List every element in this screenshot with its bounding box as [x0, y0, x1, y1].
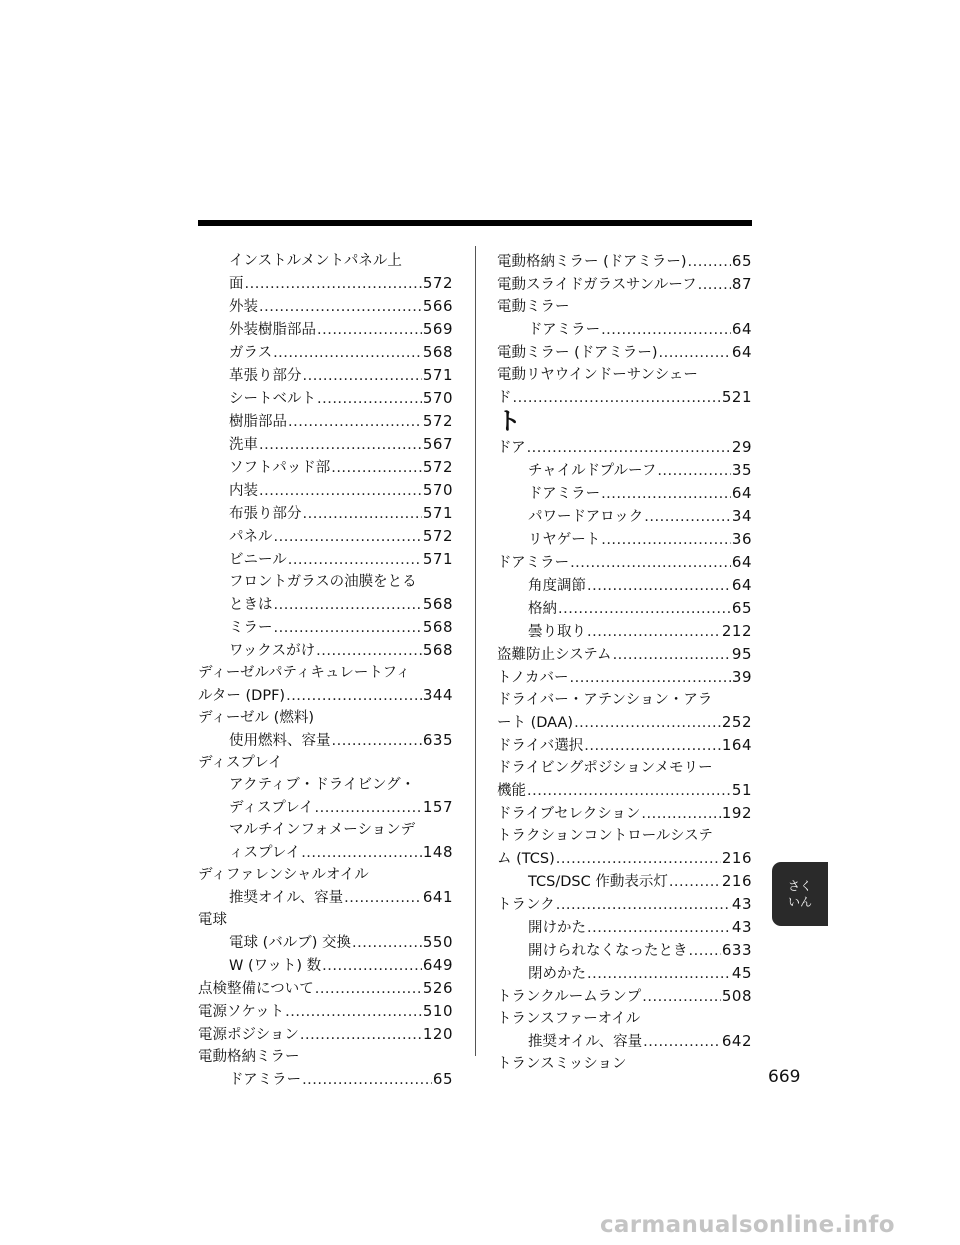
dot-leader [613, 644, 731, 666]
entry-term: 革張り部分 [229, 368, 302, 384]
index-subentry [198, 729, 453, 752]
entry-term: 盗難防止システム [497, 647, 612, 663]
page-ref: 45 [731, 964, 752, 982]
dot-leader [601, 483, 731, 505]
page-ref: 65 [731, 599, 752, 617]
entry-term: ディスプレイ [198, 755, 283, 771]
entry-term: チャイルドプルーフ [528, 463, 657, 479]
entry-term: 布張り部分 [229, 506, 302, 522]
entry-term: 電源ポジション [198, 1027, 299, 1043]
entry-term: ドライブセレクション [497, 806, 641, 822]
page-ref: 571 [422, 504, 453, 522]
dot-leader [300, 1024, 422, 1046]
top-rule [198, 220, 752, 226]
entry-term: フロントガラスの油膜をとる [229, 574, 417, 590]
page-ref: 570 [422, 389, 453, 407]
entry-term: ドアミラー [528, 322, 601, 338]
entry-term: 閉めかた [528, 966, 586, 982]
index-entry [198, 909, 453, 931]
entry-term: ドライビングポジションメモリー [497, 760, 713, 776]
dot-leader [513, 387, 721, 409]
dot-leader [641, 803, 720, 825]
dot-leader [659, 342, 731, 364]
page-ref: 164 [721, 736, 752, 754]
entry-term: 開けられなくなったとき [528, 943, 688, 959]
index-entry [497, 296, 752, 318]
dot-leader [303, 503, 422, 525]
entry-term: ディーゼルパティキュレートフィ [198, 665, 411, 681]
dot-leader [657, 460, 731, 482]
entry-term: 使用燃料、容量 [229, 733, 331, 749]
page-ref: 64 [731, 320, 752, 338]
index-subentry [198, 954, 453, 977]
entry-term: ート (DAA) [497, 715, 574, 731]
dot-leader [322, 955, 422, 977]
index-entry [497, 273, 752, 296]
entry-term: ガラス [229, 345, 273, 361]
dot-leader [315, 978, 422, 1000]
entry-term: ときは [229, 597, 273, 613]
page-ref: 216 [721, 872, 752, 890]
index-entry [198, 662, 453, 707]
entry-term: トランクルームランプ [497, 989, 642, 1005]
index-subentry [497, 870, 752, 893]
dot-leader [316, 640, 422, 662]
entry-term: 格納 [528, 601, 557, 617]
page-ref: 192 [721, 804, 752, 822]
page-ref: 43 [731, 895, 752, 913]
index-entry [497, 689, 752, 734]
index-subentry [198, 1068, 453, 1091]
dot-leader [698, 274, 731, 296]
page-ref: 36 [731, 530, 752, 548]
page-ref: 572 [422, 274, 453, 292]
entry-term: ドライバ選択 [497, 738, 584, 754]
index-subentry [198, 250, 453, 295]
entry-term: 開けかた [528, 920, 586, 936]
page-ref: 39 [731, 668, 752, 686]
page-ref: 521 [721, 388, 752, 406]
entry-term: ドア [497, 440, 526, 456]
dot-leader [303, 365, 422, 387]
dot-leader [643, 1031, 721, 1053]
entry-term: インストルメントパネル上 [229, 253, 402, 269]
entry-term: 電動格納ミラー (ドアミラー) [497, 254, 687, 270]
dot-leader [587, 621, 721, 643]
dot-leader [688, 251, 731, 273]
index-entry [497, 341, 752, 364]
dot-leader [556, 848, 721, 870]
index-entry [497, 436, 752, 459]
entry-term: ディスプレイ [229, 800, 314, 816]
page-ref: 635 [422, 731, 453, 749]
index-subentry [198, 387, 453, 410]
entry-term: トノカバー [497, 670, 569, 686]
entry-term: 電動格納ミラー [198, 1049, 300, 1065]
entry-term: トランク [497, 897, 555, 913]
entry-term: トラクションコントロールシステ [497, 828, 713, 844]
dot-leader [259, 480, 422, 502]
entry-term: 電動スライドガラスサンルーフ [497, 277, 697, 293]
page-ref: 43 [731, 918, 752, 936]
entry-term: トランスファーオイル [497, 1011, 641, 1027]
index-entry [497, 666, 752, 689]
dot-leader [587, 963, 731, 985]
dot-leader [301, 842, 422, 864]
dot-leader [644, 506, 731, 528]
page-ref: 34 [731, 507, 752, 525]
section-heading: ト [497, 407, 521, 435]
page-ref: 344 [422, 686, 453, 704]
index-entry [497, 1053, 752, 1075]
entry-term: ドライバー・アテンション・アラ [497, 692, 713, 708]
index-subentry [198, 341, 453, 364]
page-ref: 216 [721, 849, 752, 867]
entry-term: 内装 [229, 483, 258, 499]
side-tab-line1: さく [787, 879, 812, 893]
dot-leader [302, 1069, 432, 1091]
page-ref: 64 [731, 343, 752, 361]
entry-term: アクティブ・ドライビング・ [229, 777, 416, 793]
page-ref: 65 [432, 1070, 453, 1088]
entry-term: マルチインフォメーションデ [229, 822, 416, 838]
index-subentry [497, 962, 752, 985]
entry-term: ルター (DPF) [198, 688, 286, 704]
watermark: carmanualsonline.info [600, 1212, 895, 1238]
page-ref: 526 [422, 979, 453, 997]
dot-leader [274, 617, 422, 639]
entry-term: TCS/DSC 作動表示灯 [528, 874, 668, 890]
index-entry [198, 864, 453, 886]
index-entry [497, 825, 752, 870]
entry-term: シートベルト [229, 391, 316, 407]
page-ref: 64 [731, 553, 752, 571]
dot-leader [315, 797, 422, 819]
entry-term: 曇り取り [528, 624, 586, 640]
index-entry [497, 643, 752, 666]
index-subentry [497, 482, 752, 505]
dot-leader [332, 730, 422, 752]
entry-term: パワードアロック [528, 509, 644, 525]
page-ref: 568 [422, 641, 453, 659]
page-ref: 633 [721, 941, 752, 959]
dot-leader [274, 526, 422, 548]
page-ref: 642 [721, 1032, 752, 1050]
entry-term: W (ワット) 数 [229, 958, 322, 974]
index-subentry [497, 318, 752, 341]
index-subentry [497, 505, 752, 528]
index-subentry [198, 502, 453, 525]
entry-term: 電動リヤウインドーサンシェー [497, 367, 698, 383]
entry-term: リヤゲート [528, 532, 601, 548]
entry-term: ドアミラー [528, 486, 601, 502]
dot-leader [352, 932, 422, 954]
index-subentry [497, 597, 752, 620]
index-entry [198, 1000, 453, 1023]
page-ref: 64 [731, 576, 752, 594]
index-subentry [198, 639, 453, 662]
index-subentry [198, 886, 453, 909]
index-column-right [497, 250, 752, 1075]
entry-term: ド [497, 390, 512, 406]
index-subentry [497, 939, 752, 962]
index-subentry [198, 433, 453, 456]
entry-term: 電源ソケット [198, 1004, 285, 1020]
dot-leader [601, 319, 731, 341]
index-entry [497, 551, 752, 574]
index-subentry [497, 1030, 752, 1053]
index-subentry [198, 456, 453, 479]
index-entry [497, 1008, 752, 1030]
index-subentry [198, 364, 453, 387]
index-subentry [198, 318, 453, 341]
page-ref: 572 [422, 527, 453, 545]
index-subentry [198, 571, 453, 616]
index-subentry [497, 574, 752, 597]
page-ref: 212 [721, 622, 752, 640]
page-ref: 95 [731, 645, 752, 663]
dot-leader [570, 667, 731, 689]
index-subentry [198, 548, 453, 571]
page-ref: 87 [731, 275, 752, 293]
page-ref: 510 [422, 1002, 453, 1020]
entry-term: 点検整備について [198, 981, 314, 997]
index-side-tab[interactable] [772, 862, 828, 926]
page-ref: 569 [422, 320, 453, 338]
index-subentry [198, 819, 453, 864]
page-ref: 51 [731, 781, 752, 799]
dot-leader [344, 887, 422, 909]
page-ref: 568 [422, 618, 453, 636]
page-ref: 567 [422, 435, 453, 453]
page-ref: 508 [721, 987, 752, 1005]
page-ref: 571 [422, 366, 453, 384]
dot-leader [574, 712, 721, 734]
dot-leader [245, 273, 422, 295]
page-ref: 550 [422, 933, 453, 951]
page-ref: 572 [422, 412, 453, 430]
page-ref: 64 [731, 484, 752, 502]
page-ref: 570 [422, 481, 453, 499]
entry-term: 面 [229, 276, 244, 292]
dot-leader [285, 1001, 422, 1023]
index-subentry [497, 459, 752, 482]
index-subentry [198, 410, 453, 433]
dot-leader [584, 735, 721, 757]
index-subentry [497, 528, 752, 551]
entry-term: 電動ミラー [497, 299, 570, 315]
index-entry [198, 977, 453, 1000]
page-ref: 120 [422, 1025, 453, 1043]
page-ref: 157 [422, 798, 453, 816]
dot-leader [259, 296, 422, 318]
index-subentry [198, 525, 453, 548]
entry-term: ドアミラー [497, 555, 570, 571]
page-ref: 572 [422, 458, 453, 476]
dot-leader [527, 780, 731, 802]
entry-term: ディファレンシャルオイル [198, 867, 369, 883]
index-entry [497, 364, 752, 409]
entry-term: 電球 [198, 912, 227, 928]
entry-term: 電動ミラー (ドアミラー) [497, 345, 658, 361]
index-entry [198, 707, 453, 729]
page-ref: 252 [721, 713, 752, 731]
index-entry [198, 1023, 453, 1046]
index-entry [497, 893, 752, 916]
entry-term: 電球 (バルブ) 交換 [229, 935, 352, 951]
entry-term: ィスプレイ [229, 845, 301, 861]
index-subentry [198, 479, 453, 502]
entry-term: 外装 [229, 299, 258, 315]
side-tab-line2: いん [787, 895, 812, 909]
page-number: 669 [768, 1067, 801, 1087]
entry-term: 推奨オイル、容量 [528, 1034, 643, 1050]
dot-leader [669, 871, 721, 893]
entry-term: ム (TCS) [497, 851, 555, 867]
index-entry [497, 985, 752, 1008]
index-column-left [198, 250, 453, 1091]
dot-leader [317, 319, 422, 341]
dot-leader [570, 552, 731, 574]
index-subentry [497, 916, 752, 939]
entry-term: 機能 [497, 783, 526, 799]
dot-leader [317, 388, 422, 410]
dot-leader [556, 894, 731, 916]
entry-term: トランスミッション [497, 1056, 627, 1072]
page-ref: 35 [731, 461, 752, 479]
page-ref: 571 [422, 550, 453, 568]
dot-leader [273, 342, 422, 364]
entry-term: 角度調節 [528, 578, 586, 594]
page-ref: 148 [422, 843, 453, 861]
page-ref: 641 [422, 888, 453, 906]
dot-leader [587, 917, 731, 939]
index-entry [497, 734, 752, 757]
index-entry [497, 802, 752, 825]
dot-leader [527, 437, 731, 459]
entry-term: ディーゼル (燃料) [198, 710, 314, 726]
entry-term: パネル [229, 529, 273, 545]
index-subentry [198, 616, 453, 639]
entry-term: ビニール [229, 552, 287, 568]
entry-term: 外装樹脂部品 [229, 322, 316, 338]
entry-term: ミラー [229, 620, 273, 636]
index-subentry [198, 774, 453, 819]
index-entry [198, 752, 453, 774]
page-ref: 65 [731, 252, 752, 270]
dot-leader [601, 529, 731, 551]
page-ref: 568 [422, 343, 453, 361]
dot-leader [558, 598, 731, 620]
entry-term: ワックスがけ [229, 643, 316, 659]
dot-leader [288, 411, 422, 433]
page-ref: 568 [422, 595, 453, 613]
column-divider [475, 246, 476, 1056]
dot-leader [286, 685, 422, 707]
index-entry [497, 250, 752, 273]
index-entry [198, 1046, 453, 1068]
index-subentry [198, 931, 453, 954]
entry-term: 樹脂部品 [229, 414, 287, 430]
dot-leader [587, 575, 731, 597]
entry-term: 洗車 [229, 437, 258, 453]
index-subentry [198, 295, 453, 318]
entry-term: ドアミラー [229, 1072, 302, 1088]
index-entry [497, 757, 752, 802]
dot-leader [642, 986, 721, 1008]
entry-term: ソフトパッド部 [229, 460, 331, 476]
page-ref: 649 [422, 956, 453, 974]
dot-leader [689, 940, 721, 962]
page-ref: 566 [422, 297, 453, 315]
index-subentry [497, 620, 752, 643]
entry-term: 推奨オイル、容量 [229, 890, 344, 906]
dot-leader [274, 594, 422, 616]
dot-leader [288, 549, 422, 571]
dot-leader [259, 434, 422, 456]
page-ref: 29 [731, 438, 752, 456]
dot-leader [331, 457, 422, 479]
